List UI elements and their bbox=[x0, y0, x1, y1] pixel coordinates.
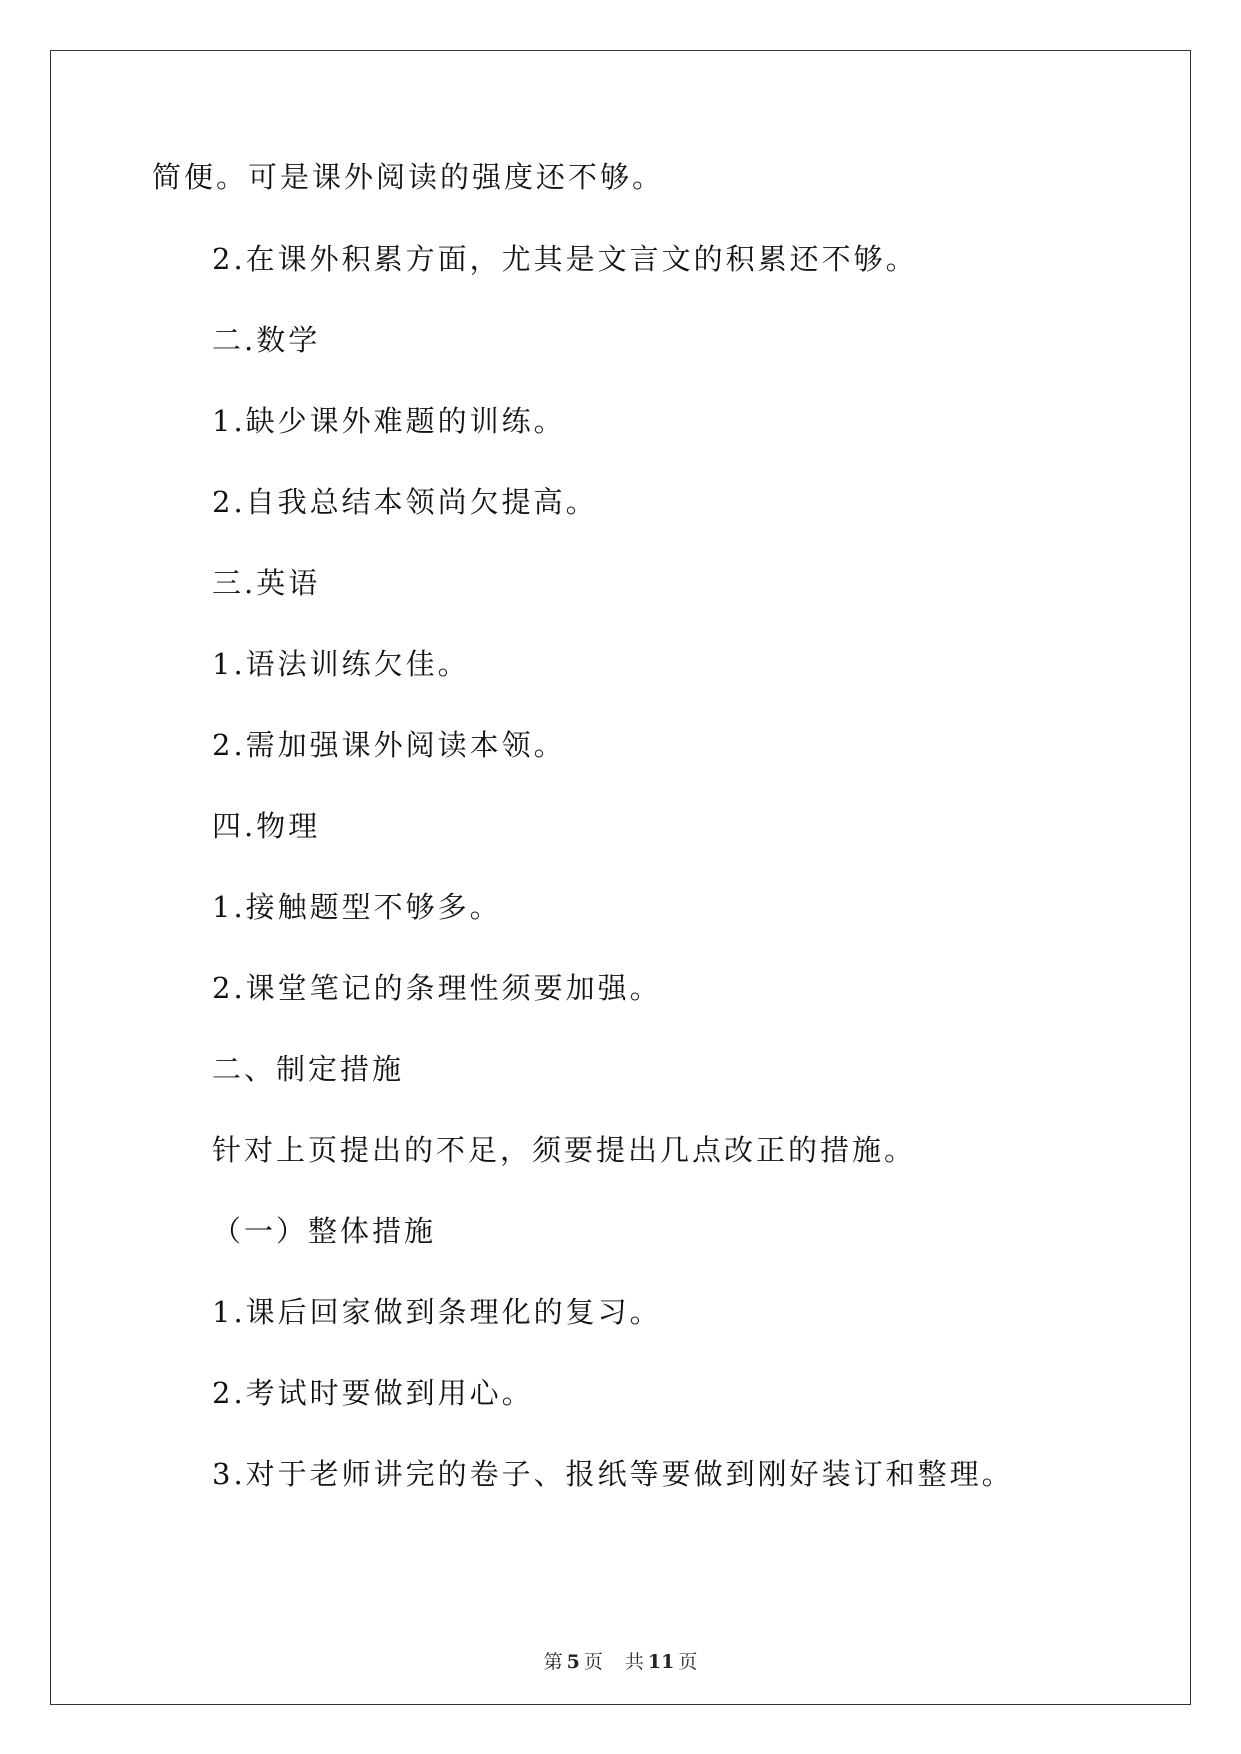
section-heading: 四.物理 bbox=[212, 809, 321, 843]
footer-total-suffix: 页 bbox=[678, 1651, 698, 1673]
footer-page-suffix: 页 bbox=[583, 1651, 603, 1673]
list-item: 2.需加强课外阅读本领。 bbox=[212, 728, 566, 762]
footer-prefix: 第 bbox=[543, 1651, 563, 1673]
list-item: 2.自我总结本领尚欠提高。 bbox=[212, 485, 598, 519]
list-item: 1.接触题型不够多。 bbox=[212, 890, 502, 924]
section-heading: 三.英语 bbox=[212, 566, 321, 600]
list-item: 1.缺少课外难题的训练。 bbox=[212, 404, 566, 438]
footer-page-number: 5 bbox=[566, 1651, 580, 1673]
list-item: 3.对于老师讲完的卷子、报纸等要做到刚好装订和整理。 bbox=[212, 1457, 1014, 1491]
list-item: 1.语法训练欠佳。 bbox=[212, 647, 470, 681]
paragraph-line: 简便。可是课外阅读的强度还不够。 bbox=[152, 160, 665, 194]
list-item: 2.考试时要做到用心。 bbox=[212, 1376, 534, 1410]
page-footer bbox=[0, 1647, 1241, 1674]
paragraph-line: 针对上页提出的不足，须要提出几点改正的措施。 bbox=[212, 1133, 917, 1167]
footer-total-pages: 11 bbox=[647, 1651, 675, 1673]
section-heading: 二、制定措施 bbox=[212, 1052, 405, 1086]
subsection-heading: （一）整体措施 bbox=[212, 1214, 437, 1248]
list-item: 1.课后回家做到条理化的复习。 bbox=[212, 1295, 662, 1329]
section-heading: 二.数学 bbox=[212, 323, 321, 357]
list-item: 2.课堂笔记的条理性须要加强。 bbox=[212, 971, 662, 1005]
footer-total-prefix: 共 bbox=[624, 1651, 644, 1673]
paragraph-line: 2.在课外积累方面，尤其是文言文的积累还不够。 bbox=[212, 242, 918, 276]
